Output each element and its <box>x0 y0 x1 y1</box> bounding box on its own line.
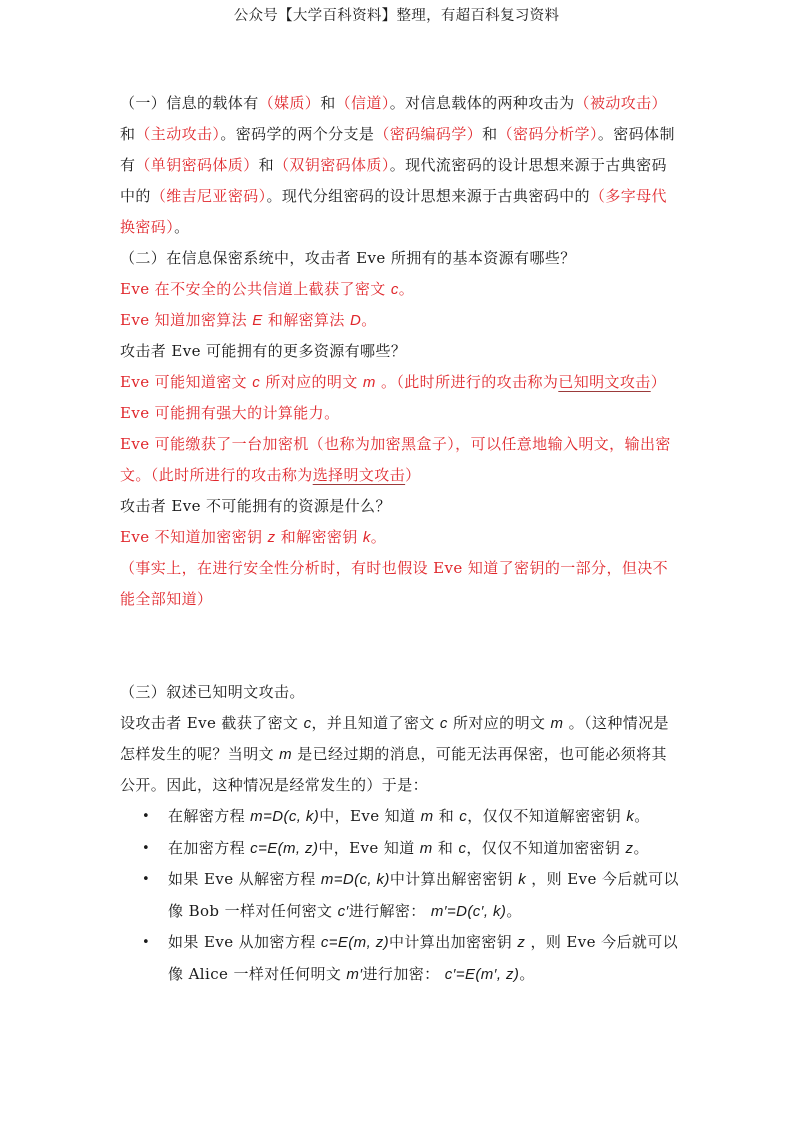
bullet-icon: • <box>142 809 151 824</box>
answer-blank: （媒质） <box>258 94 321 112</box>
document-body <box>120 88 680 990</box>
answer-intercept-ciphertext: Eve 在不安全的公共信道上截获了密文 c。 <box>120 280 415 298</box>
question-text: 。 <box>174 218 190 236</box>
answer-unknown-keys: Eve 不知道加密密钥 z 和解密密钥 k。 <box>120 528 387 546</box>
list-item: • 在加密方程 c=E(m, z)中，Eve 知道 m 和 c，仅仅不知道加密密钥 z。 <box>120 833 680 865</box>
question-text: 和 <box>120 125 136 143</box>
question-text: 和 <box>258 156 275 174</box>
answer-blank: （维吉尼亚密码） <box>150 187 267 205</box>
answer-blank: （双钥密码体质） <box>274 156 390 174</box>
question-text: 和 <box>320 94 336 112</box>
answer-partial-key-note: （事实上，在进行安全性分析时，有时也假设 Eve 知道了密钥的一部分，但决不能全部知道） <box>120 559 669 608</box>
section-2-question-impossible-resources: 攻击者 Eve 不可能拥有的资源是什么？ <box>120 497 391 515</box>
answer-blank: （信道） <box>335 94 390 112</box>
answer-blank: （多字母代换密码） <box>120 187 667 236</box>
bullet-icon: • <box>142 840 151 856</box>
section-1-fill-in-answers <box>120 88 680 243</box>
question-text: 。现代分组密码的设计思想来源于古典密码中的 <box>266 187 590 205</box>
answer-computing-power: Eve 可能拥有强大的计算能力。 <box>120 404 340 422</box>
question-text: 和 <box>482 125 498 143</box>
term-chosen-plaintext-attack: 选择明文攻击 <box>312 466 406 484</box>
bullet-icon: • <box>142 872 151 887</box>
section-3-intro: 设攻击者 Eve 截获了密文 c，并且知道了密文 c 所对应的明文 m 。（这种情况是怎样发生的呢？当明文 m 是已经过期的消息，可能无法再保密，也可能必须将其公开。因此，这种情况是经常发生的）于是： <box>120 714 669 794</box>
question-text: （一）信息的载体有 <box>120 94 259 112</box>
answer-blank: （密码分析学） <box>497 125 598 143</box>
answer-blank: （单钥密码体质） <box>135 156 259 174</box>
page-header-watermark: 公众号【大学百科资料】整理，有超百科复习资料 <box>233 8 560 24</box>
spacer <box>120 615 680 677</box>
section-2-question-more-resources: 攻击者 Eve 可能拥有的更多资源有哪些？ <box>120 342 407 360</box>
question-text: 。对信息载体的两种攻击为 <box>389 94 575 112</box>
attack-bullet-list <box>120 801 680 990</box>
answer-blank: （主动攻击） <box>135 125 221 143</box>
list-item: • 如果 Eve 从解密方程 m=D(c, k)中计算出解密密钥 k ，则 Eve 今后就可以像 Bob 一样对任何密文 c′进行解密： m′=D(c′, k)。 <box>120 864 680 927</box>
section-3-title: （三）叙述已知明文攻击。 <box>120 683 305 701</box>
answer-knows-algorithms: Eve 知道加密算法 E 和解密算法 D。 <box>120 311 377 329</box>
answer-chosen-plaintext: Eve 可能缴获了一台加密机（也称为加密黑盒子），可以任意地输入明文，输出密文。（此时所进行的攻击称为选择明文攻击） <box>120 435 671 484</box>
answer-known-plaintext: Eve 可能知道密文 c 所对应的明文 m 。（此时所进行的攻击称为已知明文攻击） <box>120 373 667 391</box>
term-known-plaintext-attack: 已知明文攻击 <box>558 373 651 391</box>
section-2-question-basic-resources: （二）在信息保密系统中，攻击者 Eve 所拥有的基本资源有哪些？ <box>120 249 576 267</box>
answer-blank: （被动攻击） <box>574 94 667 112</box>
question-text: 。现代流密码的设计思想来源于古典密码中的 <box>120 156 667 205</box>
list-item: • 如果 Eve 从加密方程 c=E(m, z)中计算出加密密钥 z ，则 Eve 今后就可以像 Alice 一样对任何明文 m′进行加密： c′=E(m′, z)。 <box>120 927 680 990</box>
answer-blank: （密码编码学） <box>374 125 483 143</box>
bullet-icon: • <box>142 935 151 950</box>
question-text: 。密码学的两个分支是 <box>220 125 375 143</box>
question-text: 。密码体制有 <box>120 125 675 174</box>
list-item: • 在解密方程 m=D(c, k)中，Eve 知道 m 和 c，仅仅不知道解密密钥 k。 <box>120 801 680 833</box>
